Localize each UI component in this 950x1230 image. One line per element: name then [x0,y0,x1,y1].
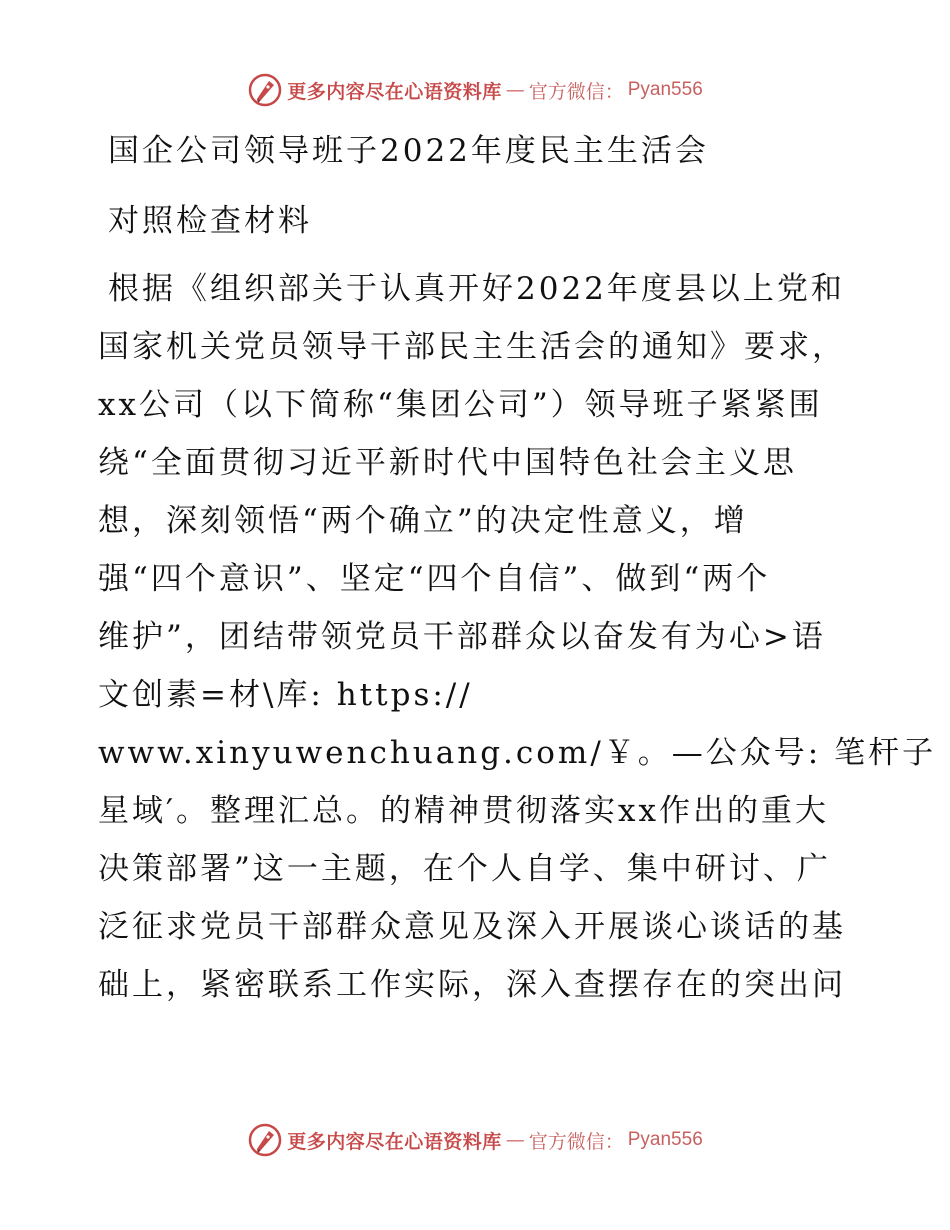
document-content [98,122,937,1014]
body-line: xx公司（以下简称“集团公司”）领导班子紧紧围 [98,387,823,423]
footer-wechat-label: 官方微信： [528,1130,624,1153]
header-banner [0,70,950,110]
body-line-url: www.xinyuwenchuang.com/￥。—公众号: 笔杆子 [98,735,937,771]
body-line: 绕“全面贯彻习近平新时代中国特色社会主义思 [98,445,797,481]
body-line: 决策部署”这一主题，在个人自学、集中研讨、广 [98,851,831,887]
body-line: 想，深刻领悟“两个确立”的决定性意义，增 [98,503,748,539]
footer-banner-dash: — [505,1129,525,1151]
footer-wechat-id: Pyan556 [627,1129,703,1150]
header-wechat-id: Pyan556 [627,79,703,100]
header-banner-inner [247,72,703,108]
document-title-line-2: 对照检查材料 [108,203,312,239]
body-line-url: 文创素=材\库: https:// [98,677,473,713]
footer-banner-inner [247,1122,703,1158]
document-title-line-1: 国企公司领导班子2022年度民主生活会 [108,133,709,169]
header-banner-text: 更多内容尽在心语资料库 [287,80,502,103]
body-line: 维护”，团结带领党员干部群众以奋发有为心>语 [98,619,826,655]
body-line: 强“四个意识”、坚定“四个自信”、做到“两个 [98,561,771,597]
body-line: 星域′。整理汇总。的精神贯彻落实xx作出的重大 [98,793,830,829]
pen-nib-logo-icon [247,72,283,108]
body-line: 泛征求党员干部群众意见及深入开展谈心谈话的基 [98,909,846,945]
header-wechat-label: 官方微信： [528,80,624,103]
pen-nib-logo-icon [247,1122,283,1158]
footer-banner [0,1120,950,1160]
body-line: 根据《组织部关于认真开好2022年度县以上党和 [108,271,845,307]
footer-banner-text: 更多内容尽在心语资料库 [287,1130,502,1153]
body-line: 国家机关党员领导干部民主生活会的通知》要求， [98,329,846,365]
body-line: 础上，紧密联系工作实际，深入查摆存在的突出问 [98,967,846,1003]
header-banner-dash: — [505,79,525,101]
